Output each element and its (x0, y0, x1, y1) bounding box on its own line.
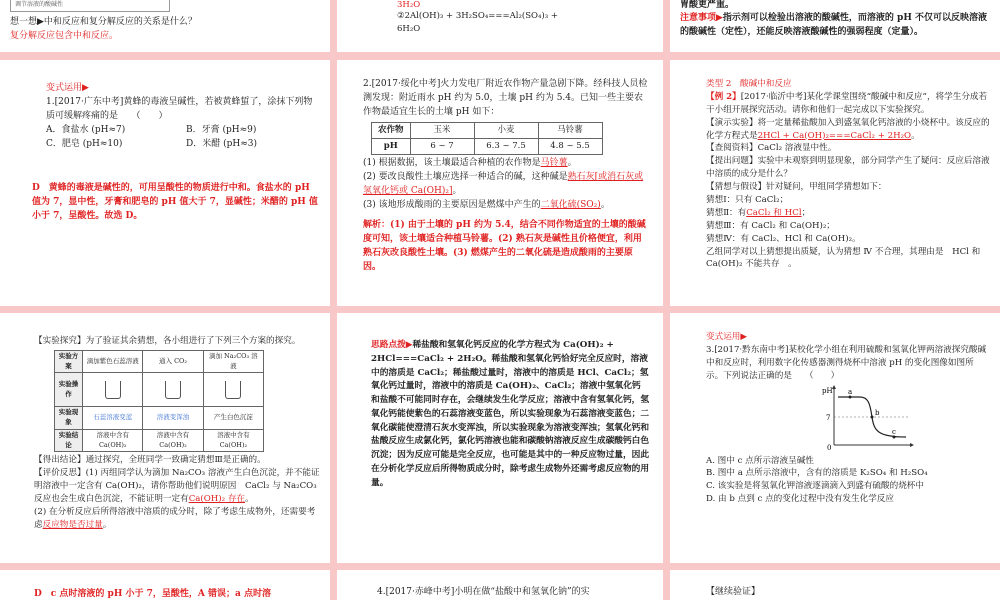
crop-ph-table (371, 122, 603, 155)
option-d: D．米醋 (pH≈3) (186, 138, 257, 149)
slide-7 (0, 313, 330, 563)
slide-1 (0, 0, 330, 52)
hypothesis-2: 猜想Ⅱ：有CaCl₂ 和 HCl； (706, 207, 811, 218)
option-a: A．食盐水 (pH≈7) (46, 124, 126, 135)
answer-start: D c 点时溶液的 pH 小于 7，呈酸性，A 错误；a 点时溶 (34, 589, 271, 599)
text-line: 胃酸更严重。 (680, 0, 735, 10)
sub-question-2: (2) 要改良酸性土壤应选择一种适合的碱，这种碱是熟石灰[或消石灰或氢氧化钙或 Ca(OH)₂]。 (363, 172, 644, 197)
exp-header: 通入 CO₂ (143, 350, 203, 373)
question-3: 3.[2017·黔东南中考]某校化学小组在利用硫酸和氢氧化钾两溶液探究酸碱中和反应时，利用数字化传感器测得烧杯中溶液 pH 的变化图像如图所示。下列说法正确的是 （ ） (706, 344, 987, 381)
option-a: A. 图中 c 点所示溶液呈碱性 (706, 455, 814, 466)
equation-line-3: 6H₂O (397, 24, 421, 35)
beaker-illustration (143, 373, 203, 407)
option-c: C．肥皂 (pH≈10) (46, 138, 123, 149)
table-header: 农作物 (372, 122, 411, 138)
equation-line-2: ②2Al(OH)₃ + 3H₂SO₄===Al₂(SO₄)₃ + (397, 11, 558, 22)
reference-info: 【查阅资料】CaCl₂ 溶液显中性。 (706, 143, 837, 154)
exp-row-label: 实验操作 (55, 373, 83, 407)
reflection-1: 【评价反思】(1) 丙组同学认为滴加 Na₂CO₃ 溶液产生白色沉淀，并不能证明溶液中一定含有 Ca(OH)₂，请你帮助他们说明原因 CaCl₂ 与 Na₂CO₃ 反应也会生成白色沉淀，不能证明一定有Ca(OH)₂ 存在。 (34, 468, 320, 505)
question-4-start: 4.[2017·赤峰中考]小明在做“盐酸中和氢氧化钠”的实 (377, 587, 590, 597)
exp-cell: 溶液中含有 Ca(OH)₂ (203, 429, 263, 452)
slide-2 (337, 0, 663, 52)
table-cell: pH (372, 138, 411, 154)
exp-header: 实验方案 (55, 350, 83, 373)
demo-experiment: 【演示实验】将一定量稀盐酸加入到盛氢氧化钙溶液的小烧杯中。该反应的化学方程式是2HCl + Ca(OH)₂===CaCl₂ + 2H₂O。 (706, 117, 990, 141)
experiment-image: 调节溶液的酸碱性 (10, 0, 170, 12)
option-d: D. 由 b 点到 c 点的变化过程中没有发生化学反应 (706, 494, 894, 505)
beaker-illustration (83, 373, 143, 407)
think-question: 想一想▶中和反应和复分解反应的关系是什么？ (10, 17, 197, 27)
exploration-intro: 【实验探究】为了验证其余猜想，各小组进行了下列三个方案的探究。 (34, 336, 301, 346)
ph-graph (816, 383, 916, 451)
slide-3 (670, 0, 1000, 52)
slide-9 (670, 313, 1000, 563)
options-row-1 (10, 124, 320, 138)
conclusion: 【得出结论】通过探究，全班同学一致确定猜想Ⅲ是正确的。 (34, 455, 266, 466)
experiment-table (54, 350, 264, 453)
table-header: 马铃薯 (538, 122, 602, 138)
options-row-2 (10, 138, 320, 152)
analysis: 解析：(1) 由于土壤的 pH 约为 5.4，结合不同作物适宜的土壤的酸碱度可知，该土壤适合种植马铃薯。(2) 熟石灰是碱性且价格便宜，利用熟石灰改良酸性土壤。(3) 燃煤产生的二氧化硫是造成酸雨的主要原因。 (363, 219, 646, 272)
tick-7: 7 (826, 413, 831, 422)
reflection-2: (2) 在分析反应后所得溶液中溶质的成分时，除了考虑生成物外，还需要考虑反应物是否过量。 (34, 506, 316, 530)
y-label: pH (822, 386, 833, 395)
equation-line-1: 3H₂O (397, 0, 421, 10)
exp-cell: 溶液中含有 Ca(OH)₂ (83, 429, 143, 452)
question-2: 2.[2017·绥化中考]火力发电厂附近农作物产量急剧下降。经科技人员检测发现：附近雨水 pH 约为 5.0，土壤 pH 约为 5.4。已知一些主要农作物最适宜生长的土壤 pH 如下： (363, 79, 648, 117)
table-cell: 6.3 ~ 7.5 (474, 138, 538, 154)
hypothesis-4: 猜想Ⅳ：有 CaCl₂、HCl 和 Ca(OH)₂。 (706, 233, 861, 244)
answer-explanation: D 黄蜂的毒液是碱性的，可用呈酸性的物质进行中和。食盐水的 pH 值为 7，显中性，牙膏和肥皂的 pH 值大于 7，显碱性；米醋的 pH 值小于 7，呈酸性。故选 D。 (32, 182, 318, 221)
exp-header: 滴加 Na₂CO₃ 溶液 (203, 350, 263, 373)
slide-6 (670, 60, 1000, 306)
table-header: 玉米 (410, 122, 474, 138)
exp-cell: 溶液中含有 Ca(OH)₂ (143, 429, 203, 452)
label-a: a (848, 387, 853, 396)
option-c: C. 该实验是将氢氧化钾溶液逐滴滴入到盛有硫酸的烧杯中 (706, 481, 924, 492)
option-b: B. 图中 a 点所示溶液中，含有的溶质是 K₂SO₄ 和 H₂SO₄ (706, 468, 928, 479)
exp-cell: 产生白色沉淀 (203, 407, 263, 430)
exp-cell: 溶液变浑浊 (143, 407, 203, 430)
point-b (871, 415, 874, 418)
hypothesis-1: 猜想Ⅰ：只有 CaCl₂； (706, 195, 789, 206)
slide-12 (670, 570, 1000, 600)
table-cell: 4.8 ~ 5.5 (538, 138, 602, 154)
option-b: B．牙膏 (pH≈9) (186, 124, 257, 135)
y-arrow-icon (832, 385, 836, 389)
exp-row-label: 实验现象 (55, 407, 83, 430)
slide-10 (0, 570, 330, 600)
example-2: 【例 2】[2017·临沂中考]某化学课堂围绕“酸碱中和反应”，将学生分成若干小组开展探究活动。请你和他们一起完成以下实验探究。 (706, 91, 988, 115)
slide-11 (337, 570, 663, 600)
sub-question-3: (3) 该地形成酸雨的主要原因是燃煤中产生的二氧化硫(SO₂)。 (363, 199, 610, 210)
exp-row-label: 实验结论 (55, 429, 83, 452)
continue-verify: 【继续验证】 (706, 587, 761, 597)
exp-cell: 石蕊溶液变蓝 (83, 407, 143, 430)
slide-4 (0, 60, 330, 306)
sub-question-1: (1) 根据数据，该土壤最适合种植的农作物是马铃薯。 (363, 158, 577, 169)
note-text: 指示剂可以检验出溶液的酸碱性，而溶液的 pH 不仅可以反映溶液的酸碱性（定性），还能反映溶液酸碱性的强弱程度（定量）。 (680, 12, 987, 37)
section-header: 变式运用▶ (706, 332, 747, 342)
hypothesis-objection: 乙组同学对以上猜想提出质疑，认为猜想 Ⅳ 不合理，其理由是 HCl 和 Ca(OH)₂ 不能共存 。 (706, 246, 981, 270)
table-header: 小麦 (474, 122, 538, 138)
section-header: 变式运用▶ (46, 83, 89, 93)
thinking-tip: 思路点拨▶稀盐酸和氢氧化钙反应的化学方程式为 Ca(OH)₂ + 2HCl===CaCl₂ + 2H₂O。稀盐酸和氢氧化钙恰好完全反应时，溶液中的溶质是 CaCl₂；稀盐酸过量时，溶液中的溶质是 HCl、CaCl₂；氢氧化钙过量时，溶液中的溶质是 Ca(OH)₂、CaCl₂；溶液中氢氧化钙和盐酸不可能同时存在，会继续发生化学反应；溶液中含有氢氧化钙，氢氧化钙能使紫色的石蕊溶液变蓝色，所以实验现象为石蕊溶液变蓝色；二氧化碳能使澄清石灰水变浑浊，所以实验现象为溶液变浑浊；氢氧化钙和盐酸反应生成氯化钙，氯化钙溶液也能和碳酸钠溶液反应生成碳酸钙白色沉淀；因为反应可能是完全反应，也可能是其中的一种反应物过量，因此在分析化学反应后所得物质成分时，除考虑生成物外还需考虑反应物的用量。 (371, 340, 649, 488)
label-c: c (892, 427, 896, 436)
note-label: 注意事项▶ (680, 12, 723, 23)
think-answer: 复分解反应包含中和反应。 (10, 30, 119, 41)
slide-5 (337, 60, 663, 306)
label-b: b (875, 408, 880, 417)
x-arrow-icon (910, 443, 914, 447)
origin-label: 0 (827, 443, 832, 451)
hypothesis-3: 猜想Ⅲ：有 CaCl₂ 和 Ca(OH)₂； (706, 220, 835, 231)
exp-header: 滴加紫色石蕊溶液 (83, 350, 143, 373)
type-header: 类型 2 酸碱中和反应 (706, 79, 792, 89)
slide-8 (337, 313, 663, 563)
beaker-illustration (203, 373, 263, 407)
hypothesis: 【猜想与假设】针对疑问，甲组同学猜想如下： (706, 182, 887, 193)
question-1: 1.[2017·广东中考]黄蜂的毒液呈碱性，若被黄蜂蜇了，涂抹下列物质可缓解疼痛的是 （ ） (46, 96, 313, 121)
raise-question: 【提出问题】实验中未观察到明显现象，部分同学产生了疑问：反应后溶液中溶质的成分是什么？ (706, 156, 990, 180)
table-cell: 6 ~ 7 (410, 138, 474, 154)
note (680, 12, 990, 40)
